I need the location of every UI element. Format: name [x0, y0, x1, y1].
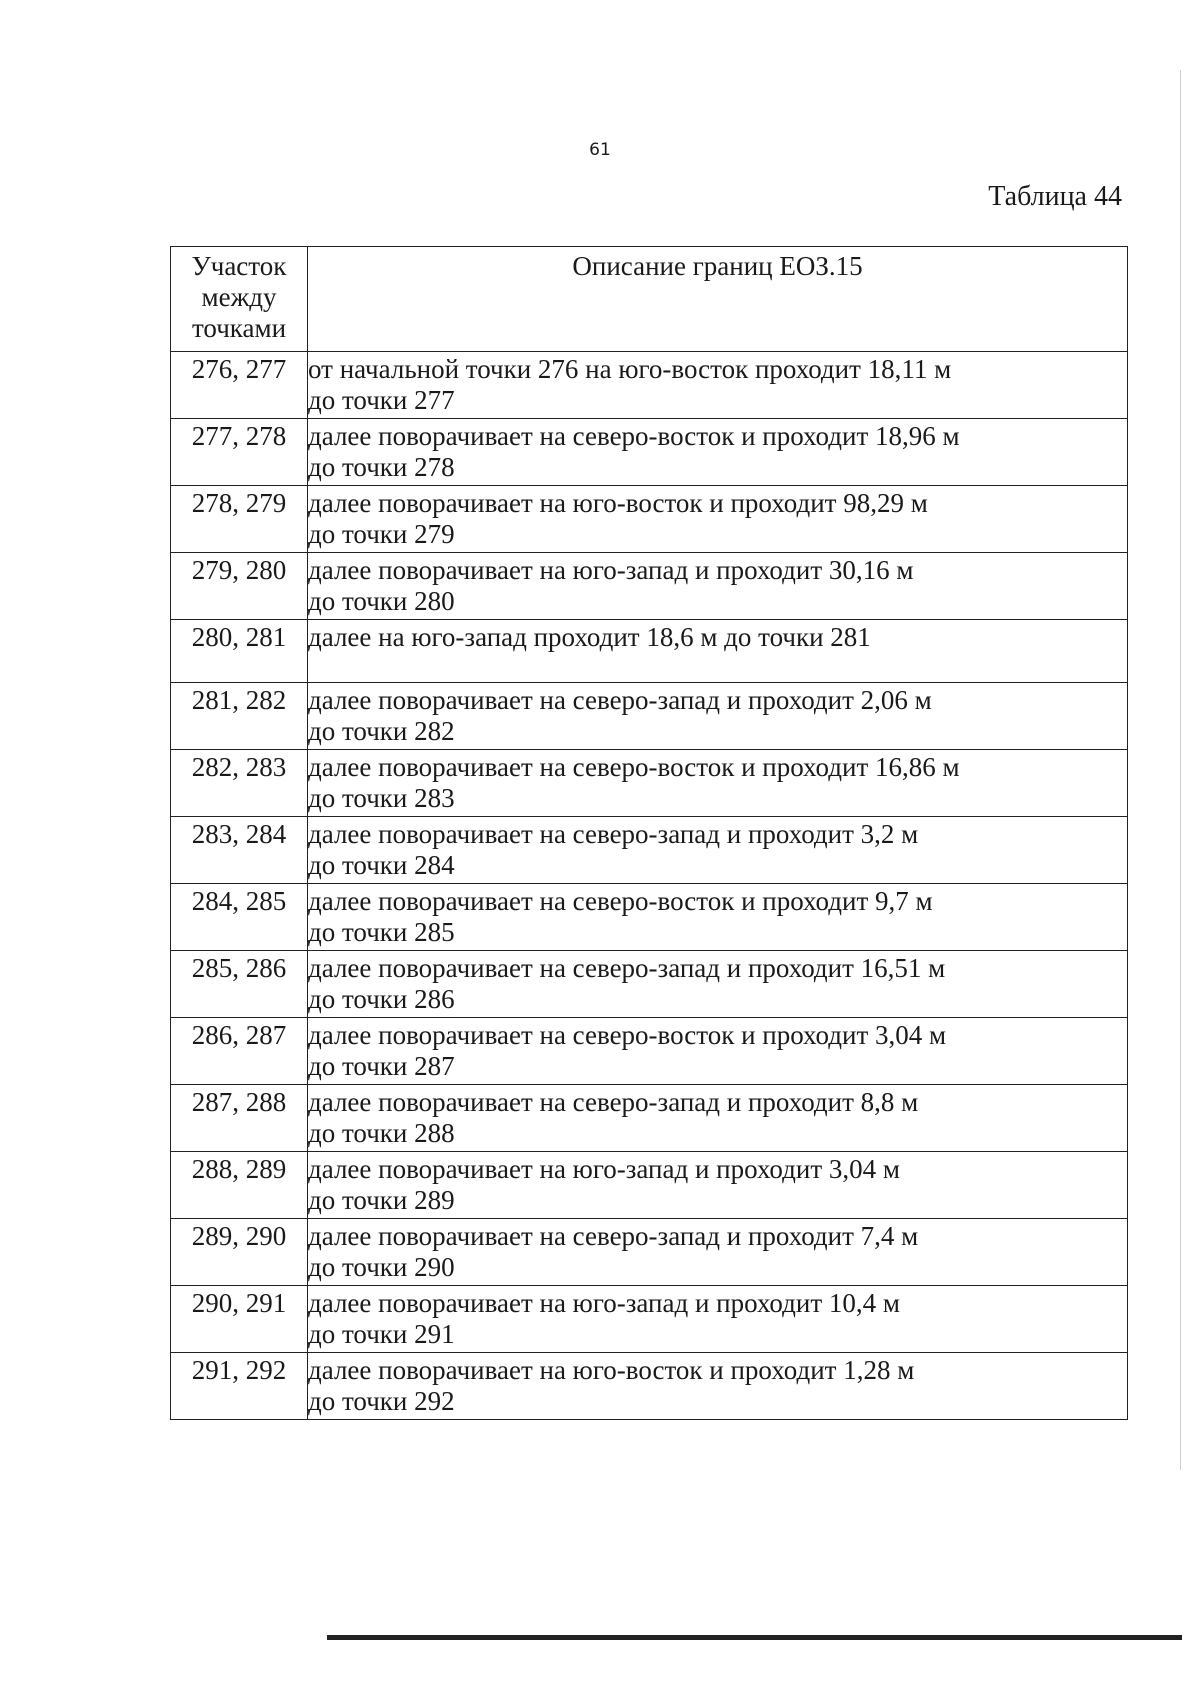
description-cell [308, 1353, 1128, 1420]
boundary-table [170, 246, 1128, 1420]
description-line: далее поворачивает на северо-запад и проходит 7,4 м [308, 1221, 919, 1251]
description-cell [308, 1286, 1128, 1353]
table-row [171, 553, 1128, 620]
description-cell [308, 1152, 1128, 1219]
table-row [171, 750, 1128, 817]
description-line: до точки 277 [308, 385, 455, 415]
segment-cell: 289, 290 [171, 1219, 308, 1286]
description-line: до точки 282 [308, 716, 455, 746]
description-line: далее поворачивает на северо-запад и проходит 16,51 м [308, 953, 946, 983]
description-line: далее поворачивает на северо-запад и проходит 3,2 м [308, 819, 919, 849]
description-line: далее поворачивает на юго-восток и проходит 98,29 м [308, 488, 928, 518]
description-line: до точки 284 [308, 850, 455, 880]
description-line: до точки 290 [308, 1252, 455, 1282]
segment-cell: 284, 285 [171, 884, 308, 951]
description-line: до точки 287 [308, 1051, 455, 1081]
table-row [171, 1152, 1128, 1219]
description-cell [308, 1018, 1128, 1085]
description-line: до точки 289 [308, 1185, 455, 1215]
segment-cell: 283, 284 [171, 817, 308, 884]
segment-header-line: между [201, 282, 277, 312]
description-cell [308, 951, 1128, 1018]
segment-cell: 278, 279 [171, 486, 308, 553]
description-cell [308, 884, 1128, 951]
table-row [171, 620, 1128, 683]
segment-cell: 279, 280 [171, 553, 308, 620]
description-line: до точки 285 [308, 917, 455, 947]
table-row [171, 486, 1128, 553]
page-number: 61 [589, 140, 611, 160]
description-cell [308, 1085, 1128, 1152]
segment-header-line: точками [191, 313, 287, 343]
table-row [171, 817, 1128, 884]
table-row [171, 884, 1128, 951]
description-line: до точки 291 [308, 1319, 455, 1349]
segment-cell: 286, 287 [171, 1018, 308, 1085]
table-row [171, 1286, 1128, 1353]
description-cell [308, 750, 1128, 817]
segment-header-line: Участок [191, 251, 287, 281]
table-row [171, 683, 1128, 750]
description-cell [308, 1219, 1128, 1286]
description-line: далее поворачивает на северо-восток и проходит 16,86 м [308, 752, 960, 782]
table-row [171, 951, 1128, 1018]
table-row [171, 1219, 1128, 1286]
description-line: от начальной точки 276 на юго-восток проходит 18,11 м [308, 354, 952, 384]
description-cell [308, 352, 1128, 419]
table-header-row [171, 247, 1128, 352]
bottom-rule [327, 1635, 1182, 1640]
scan-margin-line [1180, 70, 1181, 1470]
description-line: до точки 283 [308, 783, 455, 813]
segment-cell: 276, 277 [171, 352, 308, 419]
description-line: далее поворачивает на северо-восток и проходит 3,04 м [308, 1020, 947, 1050]
segment-cell: 288, 289 [171, 1152, 308, 1219]
table-row [171, 352, 1128, 419]
segment-cell: 280, 281 [171, 620, 308, 683]
segment-cell: 285, 286 [171, 951, 308, 1018]
description-cell [308, 486, 1128, 553]
description-line: до точки 288 [308, 1118, 455, 1148]
description-line: до точки 280 [308, 586, 455, 616]
segment-cell: 290, 291 [171, 1286, 308, 1353]
segment-cell: 282, 283 [171, 750, 308, 817]
description-cell [308, 620, 1128, 683]
description-cell [308, 553, 1128, 620]
description-line: далее поворачивает на юго-запад и проходит 3,04 м [308, 1154, 900, 1184]
segment-cell: 287, 288 [171, 1085, 308, 1152]
description-line: далее поворачивает на северо-восток и проходит 18,96 м [308, 421, 960, 451]
description-line: далее на юго-запад проходит 18,6 м до точки 281 [308, 622, 871, 652]
segment-cell: 281, 282 [171, 683, 308, 750]
description-line: до точки 278 [308, 452, 455, 482]
table-row [171, 1353, 1128, 1420]
table-row [171, 1085, 1128, 1152]
segment-cell: 291, 292 [171, 1353, 308, 1420]
table-caption: Таблица 44 [988, 181, 1122, 212]
table-body [171, 352, 1128, 1420]
description-line: далее поворачивает на северо-запад и проходит 2,06 м [308, 685, 932, 715]
description-line: далее поворачивает на северо-восток и проходит 9,7 м [308, 886, 933, 916]
description-cell [308, 683, 1128, 750]
description-line: далее поворачивает на северо-запад и проходит 8,8 м [308, 1087, 919, 1117]
segment-column-header [171, 247, 308, 352]
description-line: далее поворачивает на юго-запад и проходит 10,4 м [308, 1288, 900, 1318]
description-line: до точки 279 [308, 519, 455, 549]
description-column-header: Описание границ ЕОЗ.15 [308, 247, 1128, 352]
description-line: далее поворачивает на юго-запад и проходит 30,16 м [308, 555, 914, 585]
description-line: до точки 292 [308, 1386, 455, 1416]
table-row [171, 419, 1128, 486]
description-line: далее поворачивает на юго-восток и проходит 1,28 м [308, 1355, 915, 1385]
description-line: до точки 286 [308, 984, 455, 1014]
segment-cell: 277, 278 [171, 419, 308, 486]
table-row [171, 1018, 1128, 1085]
description-cell [308, 419, 1128, 486]
description-cell [308, 817, 1128, 884]
